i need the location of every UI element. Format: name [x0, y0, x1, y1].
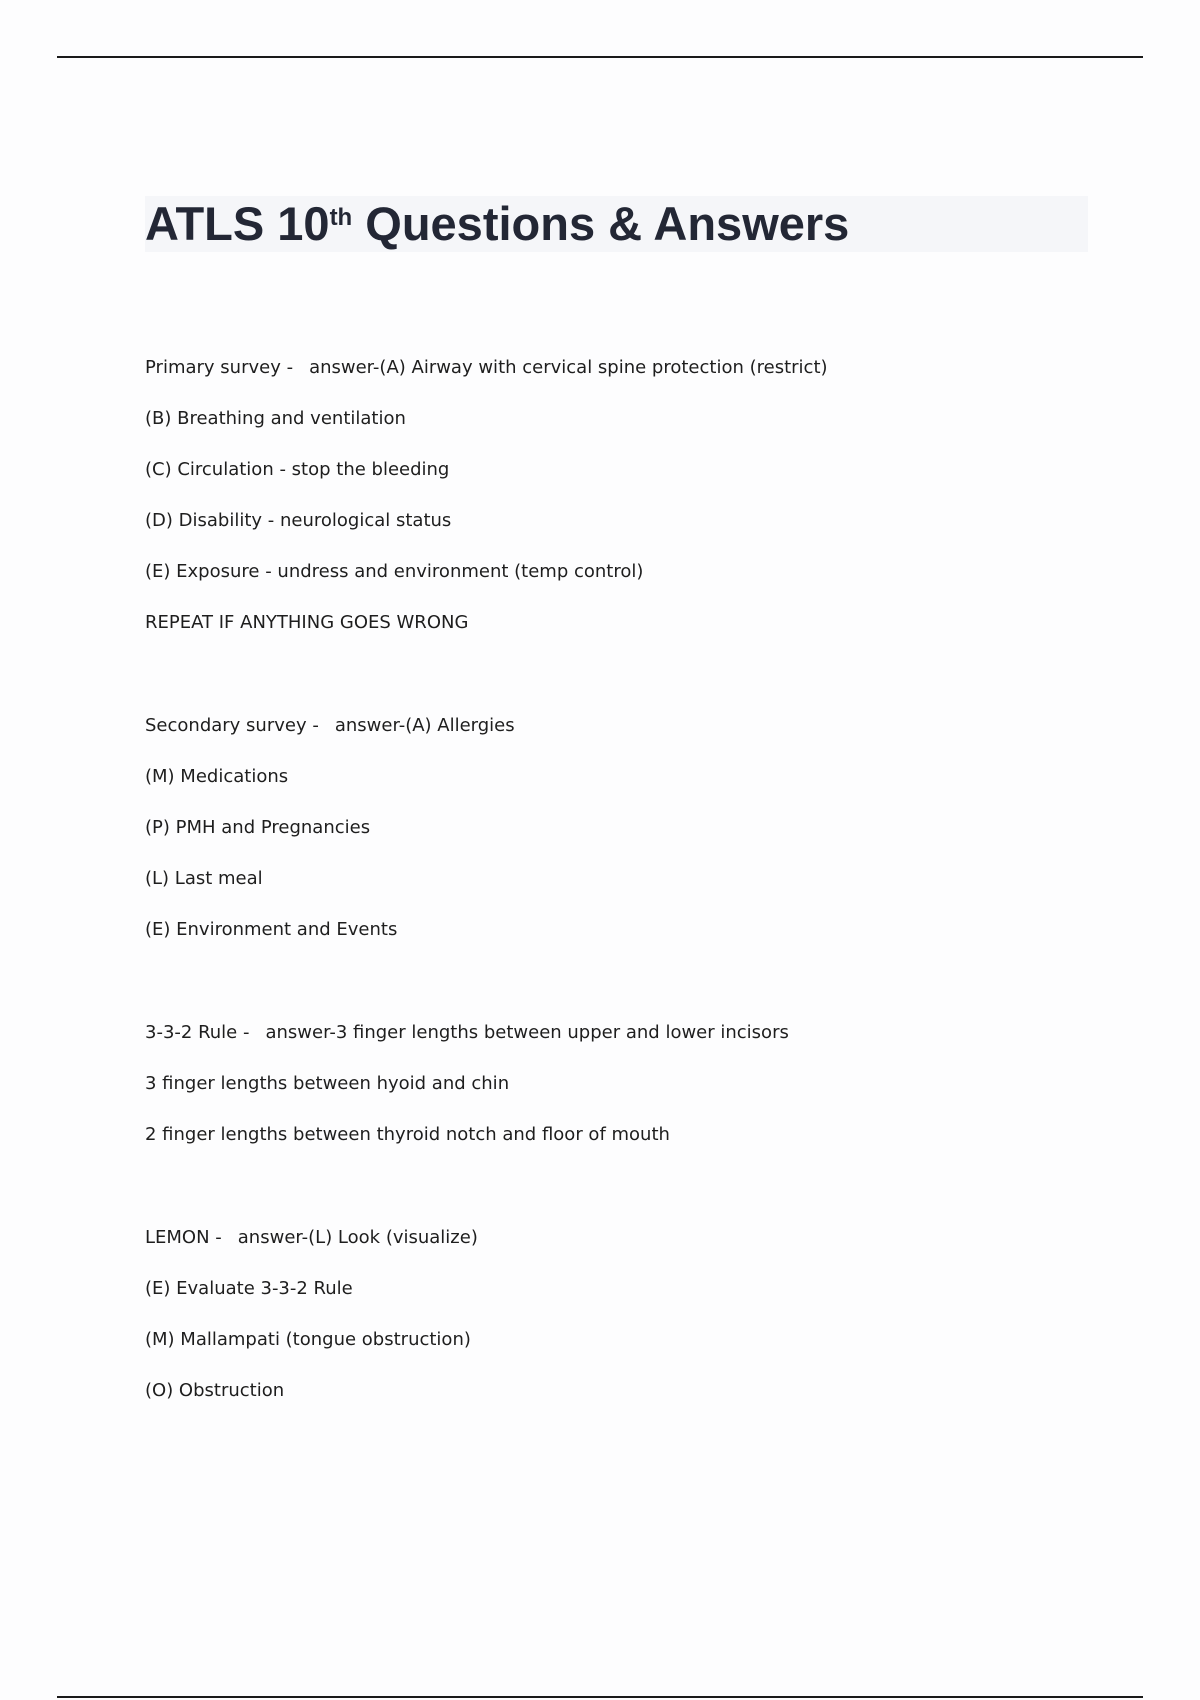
answer-line: (E) Exposure - undress and environment (temp control) — [145, 561, 644, 582]
answer-text: answer-(A) Airway with cervical spine protection (restrict) — [309, 357, 828, 378]
question-label: Secondary survey - — [145, 715, 319, 736]
title-rest: Questions & Answers — [352, 197, 850, 250]
qa-first-line — [145, 350, 1105, 401]
title-superscript: th — [329, 204, 353, 231]
answer-line: (C) Circulation - stop the bleeding — [145, 459, 450, 480]
qa-list — [145, 350, 1105, 1476]
header-rule — [57, 56, 1143, 58]
answer-text: answer-(L) Look (visualize) — [237, 1227, 478, 1248]
answer-line: (D) Disability - neurological status — [145, 510, 452, 531]
answer-line: (O) Obstruction — [145, 1380, 285, 1401]
title-main: ATLS 10 — [145, 197, 330, 250]
qa-first-line — [145, 1015, 1105, 1066]
answer-line: (P) PMH and Pregnancies — [145, 817, 371, 838]
qa-first-line — [145, 708, 1105, 759]
answer-line: (E) Evaluate 3-3-2 Rule — [145, 1278, 353, 1299]
answer-text: answer-(A) Allergies — [334, 715, 515, 736]
answer-line: 3 finger lengths between hyoid and chin — [145, 1073, 510, 1094]
qa-first-line — [145, 1220, 1105, 1271]
question-label: 3-3-2 Rule - — [145, 1022, 250, 1043]
question-label: Primary survey - — [145, 357, 294, 378]
qa-primary-survey — [145, 350, 1105, 656]
question-label: LEMON - — [145, 1227, 222, 1248]
answer-line: REPEAT IF ANYTHING GOES WRONG — [145, 612, 469, 633]
document-title — [145, 196, 849, 252]
answer-line: (B) Breathing and ventilation — [145, 408, 406, 429]
answer-line: (E) Environment and Events — [145, 919, 398, 940]
answer-text: answer-3 finger lengths between upper and lower incisors — [265, 1022, 789, 1043]
qa-lemon — [145, 1220, 1105, 1424]
qa-3-3-2-rule — [145, 1015, 1105, 1168]
qa-secondary-survey — [145, 708, 1105, 963]
footer-rule — [57, 1696, 1143, 1698]
answer-line: (M) Mallampati (tongue obstruction) — [145, 1329, 471, 1350]
answer-line: (L) Last meal — [145, 868, 263, 889]
answer-line: (M) Medications — [145, 766, 289, 787]
answer-line: 2 finger lengths between thyroid notch and floor of mouth — [145, 1124, 670, 1145]
